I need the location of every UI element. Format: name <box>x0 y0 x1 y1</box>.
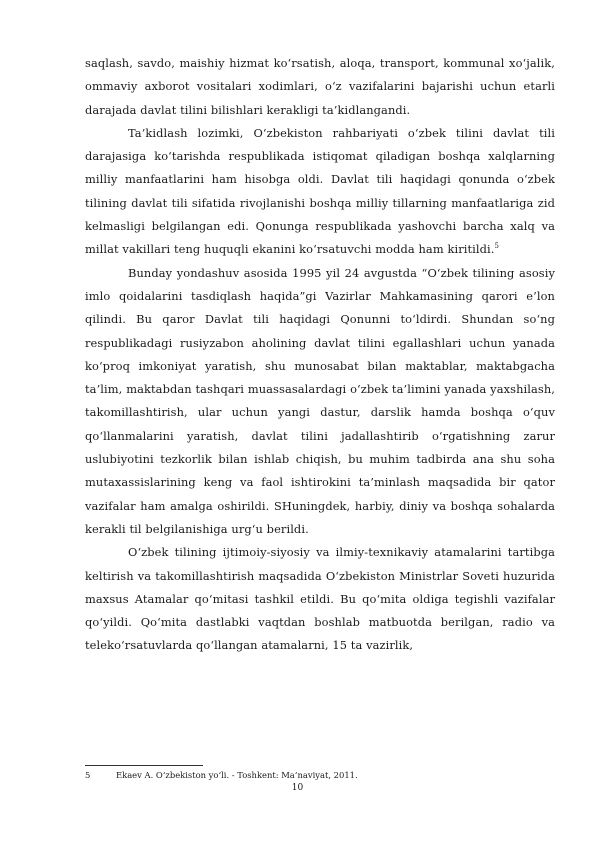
paragraph-1-text: saqlash, savdo, maishiy hizmat ko‘rsatish, aloqa, transport, kommunal xo‘jalik, ommaviy axborot vositalari xodimlari, o‘z vazifalarini bajarishi uchun etarli darajada davlat tilini bilishlari kerakligi ta’kidlangandi. <box>85 56 555 117</box>
paragraph-3 <box>85 262 555 542</box>
footnote <box>85 770 555 781</box>
paragraph-4 <box>85 541 555 657</box>
paragraph-2-text: Ta’kidlash lozimki, O‘zbekiston rahbariyati o‘zbek tilini davlat tili darajasiga ko‘tarishda respublikada istiqomat qiladigan boshqa xalqlarning milliy manfaatlarini ham hisobga oldi. Davlat tili haqidagi qonunda o‘zbek tilining davlat tili sifatida rivojlanishi boshqa milliy tillarning manfaatlariga zid kelmasligi belgilangan edi. Qonunga respublikada yashovchi barcha xalq va millat vakillari teng huquqli ekanini ko‘rsatuvchi modda ham kiritildi. <box>85 125 555 257</box>
paragraph-1 <box>85 52 555 122</box>
paragraph-3-text: Bunday yondashuv asosida 1995 yil 24 avgustda “O‘zbek tilining asosiy imlo qoidalarini tasdiqlash haqida”gi Vazirlar Mahkamasining qarori e’lon qilindi. Bu qaror Davlat tili haqidagi Qonunni to‘ldirdi. Shundan so‘ng respublikadagi rusiyzabon aholining davlat tilini egallashlari uchun yanada ko‘proq imkoniyat yaratish, shu munosabat bilan maktablar, maktabgacha ta’lim, maktabdan tashqari muassasalardagi o‘zbek ta’limini yanada yaxshilash, takomillashtirish, ular uchun yangi dastur, darslik hamda boshqa o‘quv qo‘llanmalarini yaratish, davlat tilini jadallashtirib o‘rgatishning zarur uslubiyotini tezkorlik bilan ishlab chiqish, bu muhim tadbirda ana shu soha mutaxassislarining keng va faol ishtirokini ta’minlash maqsadida bir qator vazifalar ham amalga oshirildi. SHuningdek, harbiy, diniy va boshqa sohalarda kerakli til belgilanishiga urg‘u berildi. <box>85 265 555 536</box>
paragraph-2 <box>85 122 555 262</box>
paragraph-4-text: O‘zbek tilining ijtimoiy-siyosiy va ilmiy-texnikaviy atamalarini tartibga keltirish va takomillashtirish maqsadida O‘zbekiston Ministrlar Soveti huzurida maxsus Atamalar qo‘mitasi tashkil etildi. Bu qo‘mita oldiga tegishli vazifalar qo‘yildi. Qo‘mita dastlabki vaqtdan boshlab matbuotda berilgan, radio va teleko‘rsatuvlarda qo‘llangan atamalarni, 15 ta vazirlik, <box>85 545 555 653</box>
footnote-reference[interactable]: 5 <box>494 242 500 251</box>
footnote-separator <box>85 765 203 766</box>
body-text <box>85 52 555 658</box>
footnote-text: Ekaev A. O‘zbekiston yo‘li. - Toshkent: Ma’naviyat, 2011. <box>116 770 358 780</box>
page-number: 10 <box>291 783 304 793</box>
footnote-number: 5 <box>85 770 91 780</box>
